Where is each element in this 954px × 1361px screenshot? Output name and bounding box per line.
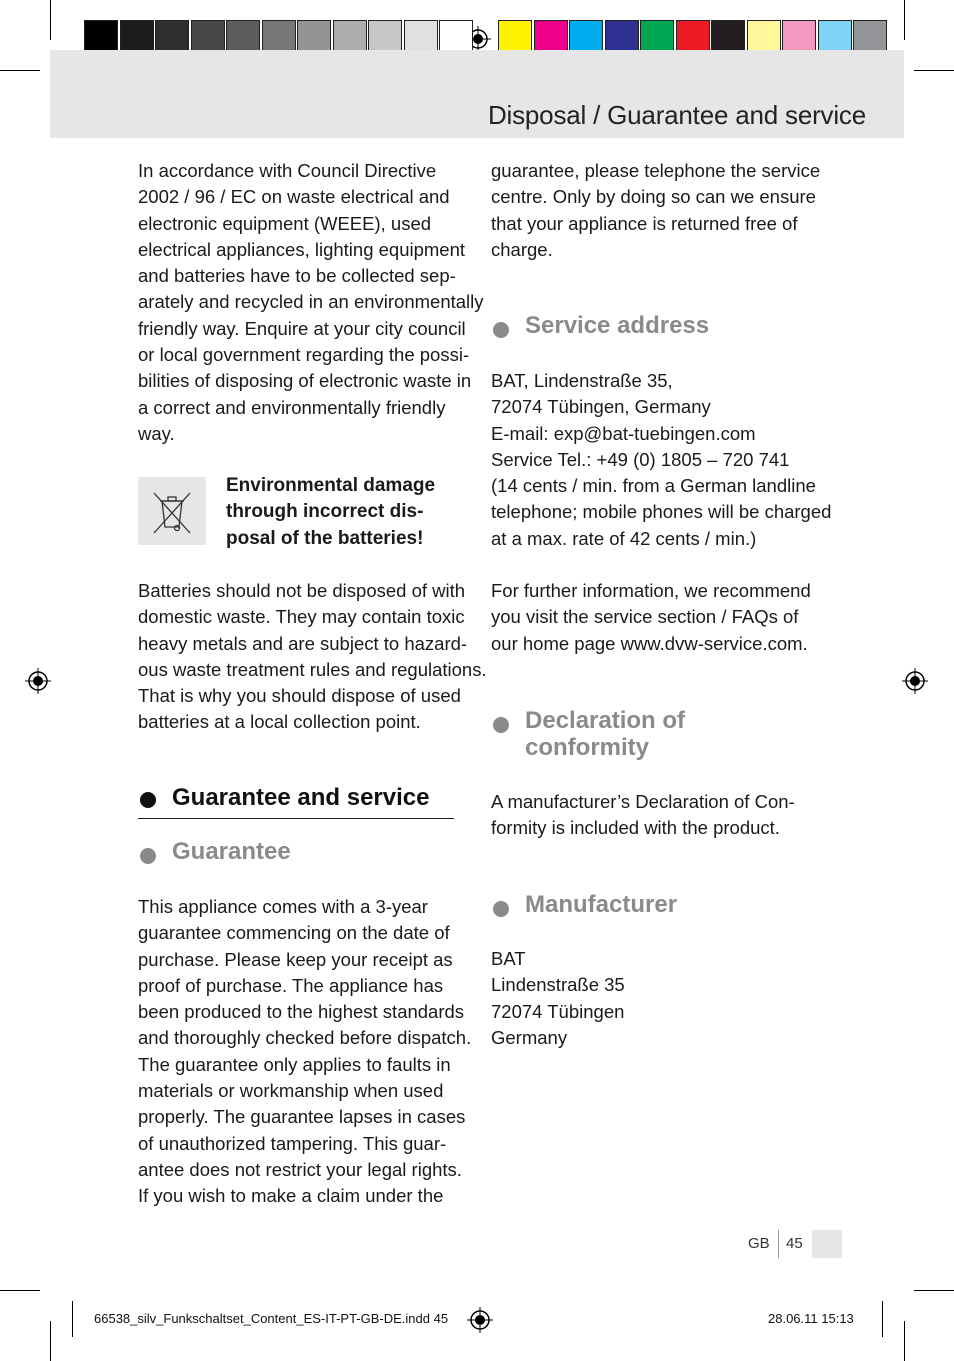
batteries-text [138,578,487,736]
text-line: our home page www.dvw-service.com. [491,632,808,654]
text-line: a correct and environmentally friendly [138,396,446,418]
subheading-text [525,708,685,761]
text-line: and thoroughly checked before dispatch. [138,1027,472,1049]
subheading-line: conformity [525,733,650,761]
crop-mark [914,1290,954,1291]
text-line: friendly way. Enquire at your city council [138,317,466,339]
page-title: Disposal / Guarantee and service [487,100,866,130]
text-line: Service Tel.: +49 (0) 1805 – 720 741 [491,448,790,470]
text-line: charge. [491,238,553,260]
color-swatch [191,20,225,54]
batteries-paragraph [138,578,487,736]
bullet-icon [493,901,509,917]
color-swatch [818,20,852,54]
text-line: materials or workmanship when used [138,1080,444,1102]
text-line: 2002 / 96 / EC on waste electrical and [138,186,450,208]
text-line: batteries at a local collection point. [138,711,421,733]
text-line: formity is included with the product. [491,817,780,839]
disposal-text [138,158,484,447]
text-line: BAT [491,948,526,969]
crop-mark [0,1290,40,1291]
crop-mark [882,1301,883,1337]
slug-date: 28.06.11 15:13 [768,1311,854,1326]
color-swatch [676,20,710,54]
bullet-icon [140,792,156,808]
text-line: The guarantee only applies to faults in [138,1053,451,1075]
text-line: proof of purchase. The appliance has [138,974,444,996]
color-swatch [640,20,674,54]
text-line: guarantee commencing on the date of [138,922,450,944]
crop-mark [904,1321,905,1361]
registration-mark-icon [902,668,928,694]
battery-warning [138,473,464,553]
color-swatch [711,20,745,54]
guarantee-paragraph [138,894,472,1210]
text-line: Lindenstraße 35 [491,974,625,996]
color-swatch [84,20,118,54]
text-line: arately and recycled in an environmentally [138,291,484,313]
text-line: of unauthorized tampering. This guar- [138,1132,447,1154]
crop-mark [72,1301,73,1337]
text-line: antee does not restrict your legal rights. [138,1158,462,1180]
text-line: purchase. Please keep your receipt as [138,948,453,970]
text-line: heavy metals and are subject to hazard- [138,632,468,654]
text-line: A manufacturer’s Declaration of Con- [491,791,795,812]
registration-mark-icon [467,1307,493,1333]
color-swatch [782,20,816,54]
text-line: In accordance with Council Directive [138,160,437,181]
section-heading-text: Guarantee and service [172,784,430,811]
manufacturer-text [491,946,821,1051]
color-swatch [262,20,296,54]
text-line: domestic waste. They may contain toxic [138,606,465,628]
text-line: ous waste treatment rules and regulations. [138,658,487,680]
color-swatch [120,20,154,54]
subheading-text: Service address [525,312,710,339]
text-line: Batteries should not be disposed of with [138,580,466,601]
text-line: properly. The guarantee lapses in cases [138,1106,466,1128]
guarantee-text [138,894,472,1210]
warning-line: posal of the batteries! [226,527,424,549]
warning-line: through incorrect dis- [226,501,424,523]
warning-line: Environmental damage [226,475,436,496]
language-code: GB [748,1235,770,1252]
text-line: that your appliance is returned free of [491,212,798,234]
footer-divider [778,1230,779,1258]
subheading-line: Declaration of [525,707,686,734]
text-line: guarantee, please telephone the service [491,160,821,181]
color-swatch [155,20,189,54]
color-swatch [226,20,260,54]
subheading-text: Manufacturer [525,891,678,918]
section-heading-guarantee-and-service [138,784,454,819]
text-line: BAT, Lindenstraße 35, [491,370,673,391]
registration-mark-icon [25,668,51,694]
text-line: electronic equipment (WEEE), used [138,212,432,234]
warning-text [226,473,466,552]
guarantee-continued-paragraph [491,158,821,263]
color-swatch [333,20,367,54]
text-line: been produced to the highest standards [138,1001,465,1023]
text-line: and batteries have to be collected sep- [138,265,456,287]
text-line: This appliance comes with a 3-year [138,896,428,917]
bullet-icon [493,717,509,733]
text-line: 72074 Tübingen [491,1000,625,1022]
text-line: bilities of disposing of electronic waste in [138,370,472,392]
color-swatch [747,20,781,54]
text-line: way. [138,422,175,444]
further-info-paragraph [491,578,821,657]
guarantee-continued-text [491,158,821,263]
color-swatch [605,20,639,54]
text-line: or local government regarding the possi- [138,344,470,366]
bullet-icon [140,848,156,864]
color-swatch [297,20,331,54]
color-swatch [368,20,402,54]
service-address-text [491,368,832,552]
slug-filename: 66538_silv_Funkschaltset_Content_ES-IT-PT-GB-DE.indd 45 [94,1311,449,1326]
subheading-text: Guarantee [172,838,291,865]
crop-mark [50,0,51,40]
text-line: you visit the service section / FAQs of [491,606,799,628]
color-swatch [569,20,603,54]
text-line: That is why you should dispose of used [138,685,461,707]
declaration-text [491,789,821,842]
color-swatch [853,20,887,54]
text-line: at a max. rate of 42 cents / min.) [491,527,757,549]
color-swatch [404,20,438,54]
color-swatch [498,20,532,54]
crossed-out-wheelie-bin-icon [138,477,206,545]
text-line: 72074 Tübingen, Germany [491,396,711,418]
text-line: For further information, we recommend [491,580,811,601]
service-address-paragraph [491,368,832,552]
crop-mark [50,1321,51,1361]
footer-tab [812,1230,842,1258]
crop-mark [0,70,40,71]
color-swatch [534,20,568,54]
text-line: (14 cents / min. from a German landline [491,475,816,497]
text-line: telephone; mobile phones will be charged [491,501,832,523]
further-info-text [491,578,821,657]
bullet-icon [493,322,509,338]
crop-mark [904,0,905,40]
page-number: 45 [786,1235,803,1252]
text-line: centre. Only by doing so can we ensure [491,186,816,208]
text-line: E-mail: exp@bat-tuebingen.com [491,422,756,444]
crop-mark [914,70,954,71]
manufacturer-paragraph [491,946,821,1051]
text-line: electrical appliances, lighting equipment [138,238,466,260]
text-line: If you wish to make a claim under the [138,1185,444,1207]
text-line: Germany [491,1026,568,1048]
declaration-paragraph [491,789,821,842]
color-swatch [439,20,473,54]
disposal-paragraph [138,158,484,447]
